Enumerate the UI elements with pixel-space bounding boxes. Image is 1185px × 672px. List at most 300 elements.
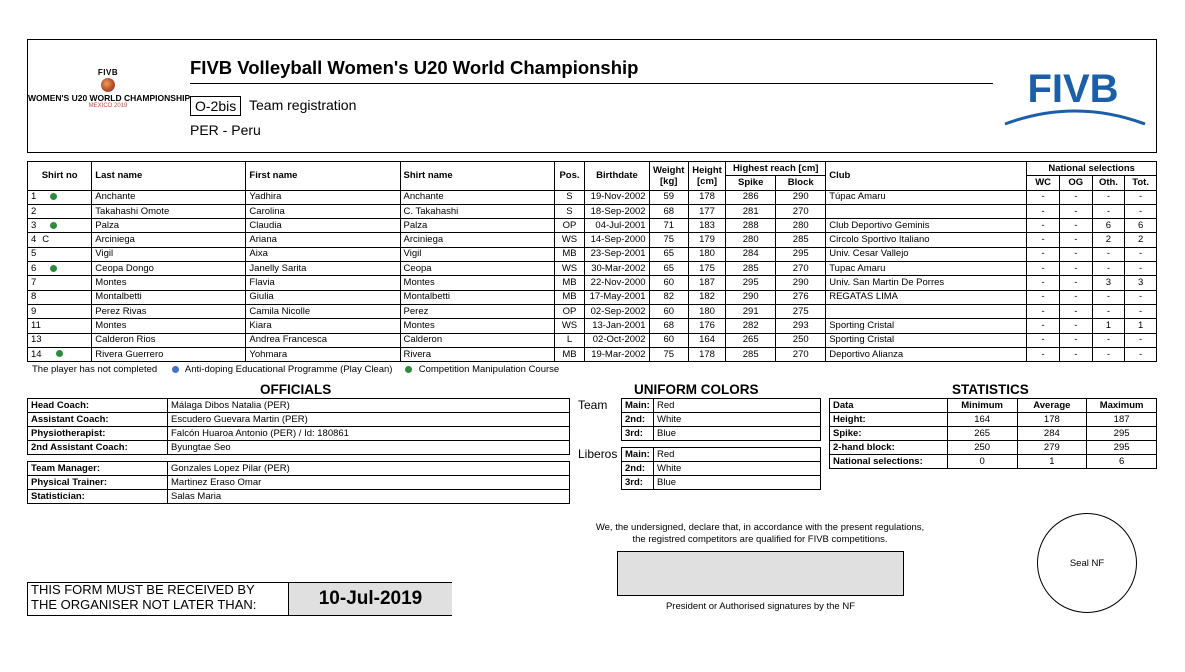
shirt-no: 8 bbox=[31, 291, 37, 303]
official-role: Physiotherapist: bbox=[28, 427, 168, 441]
event-logo-champ: WOMEN'S U20 WORLD CHAMPIONSHIP bbox=[28, 93, 191, 103]
stat-avg: 284 bbox=[1017, 427, 1087, 441]
table-row bbox=[28, 190, 1157, 204]
stat-min: 164 bbox=[947, 413, 1017, 427]
shirt-no: 14 bbox=[31, 348, 42, 360]
tot-cell: - bbox=[1125, 333, 1157, 347]
wc-cell: - bbox=[1027, 276, 1060, 290]
oth-cell: - bbox=[1092, 190, 1125, 204]
event-logo-place: MEXICO 2019 bbox=[88, 103, 128, 109]
uniform-title: UNIFORM COLORS bbox=[634, 382, 759, 397]
seal-area bbox=[1037, 513, 1137, 613]
wc-cell: - bbox=[1027, 247, 1060, 261]
manipulation-dot-icon bbox=[50, 265, 57, 272]
weight-cell: 60 bbox=[649, 304, 688, 318]
header-birthdate: Birthdate bbox=[585, 162, 649, 191]
tot-cell: - bbox=[1125, 262, 1157, 276]
block-cell: 270 bbox=[776, 262, 826, 276]
weight-cell: 65 bbox=[649, 247, 688, 261]
shirt-name-cell: Montes bbox=[400, 276, 554, 290]
birthdate-cell: 18-Sep-2002 bbox=[585, 204, 649, 218]
position-cell: MB bbox=[554, 276, 585, 290]
official-role: Team Manager: bbox=[28, 462, 168, 476]
og-cell: - bbox=[1059, 319, 1092, 333]
block-cell: 280 bbox=[776, 219, 826, 233]
block-cell: 290 bbox=[776, 276, 826, 290]
spike-cell: 280 bbox=[726, 233, 776, 247]
shirt-no: 13 bbox=[31, 334, 42, 346]
uniform-slot: 3rd: bbox=[622, 476, 654, 490]
shirt-no: 2 bbox=[31, 205, 37, 217]
uniform-slot: 2nd: bbox=[622, 462, 654, 476]
table-row bbox=[28, 333, 1157, 347]
shirt-no-cell bbox=[28, 247, 92, 261]
header-shirt-no: Shirt no bbox=[28, 162, 92, 191]
last-name-cell: Ceopa Dongo bbox=[92, 262, 246, 276]
oth-cell: 1 bbox=[1092, 319, 1125, 333]
block-cell: 295 bbox=[776, 247, 826, 261]
height-cell: 180 bbox=[688, 304, 725, 318]
height-cell: 175 bbox=[688, 262, 725, 276]
first-name-cell: Camila Nicolle bbox=[246, 304, 400, 318]
club-cell bbox=[826, 304, 1027, 318]
official-role: Physical Trainer: bbox=[28, 476, 168, 490]
uniform-slot: 3rd: bbox=[622, 427, 654, 441]
wc-cell: - bbox=[1027, 204, 1060, 218]
shirt-no: 6 bbox=[31, 262, 37, 274]
manipulation-dot-icon bbox=[405, 366, 412, 373]
stat-max: 295 bbox=[1087, 427, 1157, 441]
captain-mark: C bbox=[42, 234, 50, 246]
uniform-team-table bbox=[621, 398, 821, 441]
shirt-no: 1 bbox=[31, 191, 37, 203]
tot-cell: - bbox=[1125, 204, 1157, 218]
official-role: 2nd Assistant Coach: bbox=[28, 441, 168, 455]
wc-cell: - bbox=[1027, 219, 1060, 233]
uniform-slot: Main: bbox=[622, 399, 654, 413]
header-pos: Pos. bbox=[554, 162, 585, 191]
oth-cell: - bbox=[1092, 333, 1125, 347]
last-name-cell: Calderon Rios bbox=[92, 333, 246, 347]
manipulation-dot-icon bbox=[56, 350, 63, 357]
event-logo bbox=[28, 68, 191, 109]
height-cell: 176 bbox=[688, 319, 725, 333]
officials-table-1 bbox=[27, 398, 570, 455]
official-name: Byungtae Seo bbox=[168, 441, 570, 455]
table-row bbox=[28, 262, 1157, 276]
fivb-logo-icon bbox=[1000, 68, 1150, 128]
last-name-cell: Montalbetti bbox=[92, 290, 246, 304]
first-name-cell: Yohmara bbox=[246, 347, 400, 361]
stat-min: 0 bbox=[947, 455, 1017, 469]
og-cell: - bbox=[1059, 219, 1092, 233]
table-row bbox=[830, 455, 1157, 469]
wc-cell: - bbox=[1027, 347, 1060, 361]
spike-cell: 290 bbox=[726, 290, 776, 304]
anti-doping-dot-icon bbox=[172, 366, 179, 373]
wc-cell: - bbox=[1027, 190, 1060, 204]
official-role: Head Coach: bbox=[28, 399, 168, 413]
declaration-line-1: We, the undersigned, declare that, in accordance with the present regulations, bbox=[595, 522, 925, 533]
shirt-no-cell bbox=[28, 262, 92, 276]
statistics-table bbox=[829, 398, 1157, 469]
table-row bbox=[622, 448, 821, 462]
header-national: National selections bbox=[1027, 162, 1157, 176]
form-code: O-2bis bbox=[190, 96, 241, 116]
wc-cell: - bbox=[1027, 262, 1060, 276]
shirt-no-cell bbox=[28, 319, 92, 333]
last-name-cell: Arciniega bbox=[92, 233, 246, 247]
shirt-name-cell: Montes bbox=[400, 319, 554, 333]
table-row bbox=[28, 204, 1157, 218]
og-cell: - bbox=[1059, 347, 1092, 361]
first-name-cell: Yadhira bbox=[246, 190, 400, 204]
birthdate-cell: 19-Mar-2002 bbox=[585, 347, 649, 361]
officials-table-2 bbox=[27, 461, 570, 504]
table-row bbox=[830, 427, 1157, 441]
table-row bbox=[28, 247, 1157, 261]
og-cell: - bbox=[1059, 190, 1092, 204]
stats-header-avg: Average bbox=[1017, 399, 1087, 413]
height-cell: 187 bbox=[688, 276, 725, 290]
legend-anti-doping: Anti-doping Educational Programme (Play Clean) bbox=[184, 364, 393, 375]
page-title: FIVB Volleyball Women's U20 World Championship bbox=[190, 57, 639, 78]
header-block: Block bbox=[776, 176, 826, 190]
header-spike: Spike bbox=[726, 176, 776, 190]
weight-cell: 65 bbox=[649, 262, 688, 276]
last-name-cell: Montes bbox=[92, 319, 246, 333]
header-shirt-name: Shirt name bbox=[400, 162, 554, 191]
tot-cell: 1 bbox=[1125, 319, 1157, 333]
header-height: Height [cm] bbox=[688, 162, 725, 191]
oth-cell: 6 bbox=[1092, 219, 1125, 233]
shirt-name-cell: Montalbetti bbox=[400, 290, 554, 304]
legend-not-completed: The player has not completed bbox=[32, 364, 158, 375]
signature-label: President or Authorised signatures by the NF bbox=[665, 601, 856, 612]
stat-label: Spike: bbox=[830, 427, 948, 441]
official-name: Falcón Huaroa Antonio (PER) / Id: 180861 bbox=[168, 427, 570, 441]
stat-min: 250 bbox=[947, 441, 1017, 455]
first-name-cell: Andrea Francesca bbox=[246, 333, 400, 347]
first-name-cell: Carolina bbox=[246, 204, 400, 218]
stat-avg: 1 bbox=[1017, 455, 1087, 469]
position-cell: MB bbox=[554, 247, 585, 261]
tot-cell: - bbox=[1125, 290, 1157, 304]
stat-label: National selections: bbox=[830, 455, 948, 469]
birthdate-cell: 22-Nov-2000 bbox=[585, 276, 649, 290]
block-cell: 293 bbox=[776, 319, 826, 333]
uniform-slot: Main: bbox=[622, 448, 654, 462]
official-role: Assistant Coach: bbox=[28, 413, 168, 427]
club-cell: Túpac Amaru bbox=[826, 190, 1027, 204]
first-name-cell: Claudia bbox=[246, 219, 400, 233]
block-cell: 285 bbox=[776, 233, 826, 247]
spike-cell: 284 bbox=[726, 247, 776, 261]
header-first-name: First name bbox=[246, 162, 400, 191]
spike-cell: 295 bbox=[726, 276, 776, 290]
shirt-no: 3 bbox=[31, 219, 37, 231]
table-row bbox=[28, 219, 1157, 233]
og-cell: - bbox=[1059, 290, 1092, 304]
club-cell: Sporting Cristal bbox=[826, 319, 1027, 333]
position-cell: OP bbox=[554, 219, 585, 233]
legend bbox=[32, 364, 563, 375]
weight-cell: 68 bbox=[649, 204, 688, 218]
shirt-no-cell bbox=[28, 347, 92, 361]
uniform-color: Red bbox=[654, 448, 821, 462]
height-cell: 177 bbox=[688, 204, 725, 218]
weight-cell: 75 bbox=[649, 347, 688, 361]
stats-header-data: Data bbox=[830, 399, 948, 413]
deadline-date: 10-Jul-2019 bbox=[288, 583, 452, 615]
club-cell: Sporting Cristal bbox=[826, 333, 1027, 347]
shirt-no: 7 bbox=[31, 277, 37, 289]
club-cell: Circolo Sportivo Italiano bbox=[826, 233, 1027, 247]
stat-avg: 279 bbox=[1017, 441, 1087, 455]
shirt-no: 9 bbox=[31, 305, 37, 317]
position-cell: OP bbox=[554, 304, 585, 318]
weight-cell: 82 bbox=[649, 290, 688, 304]
shirt-name-cell: Ceopa bbox=[400, 262, 554, 276]
shirt-name-cell: Palza bbox=[400, 219, 554, 233]
tot-cell: 3 bbox=[1125, 276, 1157, 290]
table-row bbox=[622, 476, 821, 490]
height-cell: 164 bbox=[688, 333, 725, 347]
weight-cell: 71 bbox=[649, 219, 688, 233]
oth-cell: - bbox=[1092, 247, 1125, 261]
shirt-no-cell bbox=[28, 233, 92, 247]
block-cell: 270 bbox=[776, 204, 826, 218]
club-cell bbox=[826, 204, 1027, 218]
table-row bbox=[28, 276, 1157, 290]
official-name: Gonzales Lopez Pilar (PER) bbox=[168, 462, 570, 476]
og-cell: - bbox=[1059, 233, 1092, 247]
last-name-cell: Perez Rivas bbox=[92, 304, 246, 318]
spike-cell: 285 bbox=[726, 262, 776, 276]
stat-label: 2-hand block: bbox=[830, 441, 948, 455]
header-wc: WC bbox=[1027, 176, 1060, 190]
uniform-color: White bbox=[654, 413, 821, 427]
legend-manipulation: Competition Manipulation Course bbox=[418, 364, 560, 375]
og-cell: - bbox=[1059, 247, 1092, 261]
weight-cell: 59 bbox=[649, 190, 688, 204]
og-cell: - bbox=[1059, 333, 1092, 347]
club-cell: Univ. San Martin De Porres bbox=[826, 276, 1027, 290]
header-last-name: Last name bbox=[92, 162, 246, 191]
spike-cell: 285 bbox=[726, 347, 776, 361]
wc-cell: - bbox=[1027, 304, 1060, 318]
stats-header-min: Minimum bbox=[947, 399, 1017, 413]
birthdate-cell: 13-Jan-2001 bbox=[585, 319, 649, 333]
shirt-name-cell: C. Takahashi bbox=[400, 204, 554, 218]
position-cell: S bbox=[554, 190, 585, 204]
spike-cell: 286 bbox=[726, 190, 776, 204]
table-row bbox=[622, 462, 821, 476]
club-cell: Deportivo Alianza bbox=[826, 347, 1027, 361]
table-row bbox=[28, 476, 570, 490]
table-row bbox=[28, 290, 1157, 304]
club-cell: Univ. Cesar Vallejo bbox=[826, 247, 1027, 261]
table-row bbox=[28, 413, 570, 427]
spike-cell: 265 bbox=[726, 333, 776, 347]
oth-cell: - bbox=[1092, 290, 1125, 304]
shirt-name-cell: Perez bbox=[400, 304, 554, 318]
uniform-liberos-label: Liberos bbox=[578, 447, 618, 461]
table-row bbox=[28, 462, 570, 476]
shirt-no-cell bbox=[28, 333, 92, 347]
last-name-cell: Palza bbox=[92, 219, 246, 233]
table-row bbox=[622, 413, 821, 427]
shirt-name-cell: Calderon bbox=[400, 333, 554, 347]
first-name-cell: Aixa bbox=[246, 247, 400, 261]
event-logo-fivb: FIVB bbox=[97, 68, 119, 77]
shirt-no-cell bbox=[28, 276, 92, 290]
og-cell: - bbox=[1059, 262, 1092, 276]
uniform-liberos-table bbox=[621, 447, 821, 490]
spike-cell: 288 bbox=[726, 219, 776, 233]
birthdate-cell: 02-Sep-2002 bbox=[585, 304, 649, 318]
shirt-no-cell bbox=[28, 219, 92, 233]
first-name-cell: Janelly Sarita bbox=[246, 262, 400, 276]
table-row bbox=[830, 413, 1157, 427]
oth-cell: - bbox=[1092, 304, 1125, 318]
official-name: Escudero Guevara Martin (PER) bbox=[168, 413, 570, 427]
table-row bbox=[28, 319, 1157, 333]
uniform-color: White bbox=[654, 462, 821, 476]
header-club: Club bbox=[826, 162, 1027, 191]
official-name: Martinez Eraso Omar bbox=[168, 476, 570, 490]
table-row bbox=[622, 399, 821, 413]
stat-label: Height: bbox=[830, 413, 948, 427]
weight-cell: 68 bbox=[649, 319, 688, 333]
shirt-no: 4 bbox=[31, 234, 37, 246]
shirt-no-cell bbox=[28, 204, 92, 218]
shirt-name-cell: Arciniega bbox=[400, 233, 554, 247]
spike-cell: 282 bbox=[726, 319, 776, 333]
signature-field[interactable] bbox=[617, 551, 904, 596]
position-cell: WS bbox=[554, 233, 585, 247]
manipulation-dot-icon bbox=[50, 222, 57, 229]
uniform-color: Blue bbox=[654, 427, 821, 441]
shirt-no-cell bbox=[28, 304, 92, 318]
last-name-cell: Takahashi Omote bbox=[92, 204, 246, 218]
table-row bbox=[28, 233, 1157, 247]
wc-cell: - bbox=[1027, 319, 1060, 333]
table-row bbox=[28, 347, 1157, 361]
tot-cell: 2 bbox=[1125, 233, 1157, 247]
last-name-cell: Vigil bbox=[92, 247, 246, 261]
table-row bbox=[28, 490, 570, 504]
official-role: Statistician: bbox=[28, 490, 168, 504]
oth-cell: 3 bbox=[1092, 276, 1125, 290]
uniform-color: Blue bbox=[654, 476, 821, 490]
stat-max: 6 bbox=[1087, 455, 1157, 469]
block-cell: 290 bbox=[776, 190, 826, 204]
block-cell: 270 bbox=[776, 347, 826, 361]
wc-cell: - bbox=[1027, 333, 1060, 347]
height-cell: 183 bbox=[688, 219, 725, 233]
height-cell: 180 bbox=[688, 247, 725, 261]
spike-cell: 291 bbox=[726, 304, 776, 318]
manipulation-dot-icon bbox=[50, 193, 57, 200]
birthdate-cell: 04-Jul-2001 bbox=[585, 219, 649, 233]
shirt-name-cell: Vigil bbox=[400, 247, 554, 261]
height-cell: 179 bbox=[688, 233, 725, 247]
club-cell: Tupac Amaru bbox=[826, 262, 1027, 276]
last-name-cell: Montes bbox=[92, 276, 246, 290]
position-cell: MB bbox=[554, 290, 585, 304]
header-weight: Weight [kg] bbox=[649, 162, 688, 191]
statistics-title: STATISTICS bbox=[952, 382, 1029, 397]
team-name: PER - Peru bbox=[190, 122, 261, 138]
uniform-slot: 2nd: bbox=[622, 413, 654, 427]
birthdate-cell: 30-Mar-2002 bbox=[585, 262, 649, 276]
first-name-cell: Flavia bbox=[246, 276, 400, 290]
table-row bbox=[28, 304, 1157, 318]
tot-cell: - bbox=[1125, 190, 1157, 204]
declaration bbox=[560, 522, 960, 546]
position-cell: MB bbox=[554, 347, 585, 361]
birthdate-cell: 17-May-2001 bbox=[585, 290, 649, 304]
oth-cell: - bbox=[1092, 262, 1125, 276]
og-cell: - bbox=[1059, 204, 1092, 218]
shirt-no-cell bbox=[28, 190, 92, 204]
shirt-no: 5 bbox=[31, 248, 37, 260]
stat-max: 295 bbox=[1087, 441, 1157, 455]
weight-cell: 60 bbox=[649, 333, 688, 347]
table-row bbox=[28, 427, 570, 441]
shirt-no: 11 bbox=[31, 319, 41, 331]
stat-max: 187 bbox=[1087, 413, 1157, 427]
uniform-color: Red bbox=[654, 399, 821, 413]
club-cell: REGATAS LIMA bbox=[826, 290, 1027, 304]
shirt-no-cell bbox=[28, 290, 92, 304]
birthdate-cell: 19-Nov-2002 bbox=[585, 190, 649, 204]
first-name-cell: Giulia bbox=[246, 290, 400, 304]
fivb-logo-text: FIVB bbox=[1027, 68, 1119, 111]
official-name: Málaga Dibos Natalia (PER) bbox=[168, 399, 570, 413]
oth-cell: - bbox=[1092, 347, 1125, 361]
header-tot: Tot. bbox=[1125, 176, 1157, 190]
height-cell: 178 bbox=[688, 190, 725, 204]
stat-min: 265 bbox=[947, 427, 1017, 441]
volleyball-icon bbox=[101, 78, 115, 92]
tot-cell: - bbox=[1125, 304, 1157, 318]
block-cell: 275 bbox=[776, 304, 826, 318]
position-cell: L bbox=[554, 333, 585, 347]
table-row bbox=[28, 399, 570, 413]
header-og: OG bbox=[1059, 176, 1092, 190]
weight-cell: 60 bbox=[649, 276, 688, 290]
tot-cell: - bbox=[1125, 247, 1157, 261]
roster-table bbox=[27, 161, 1157, 362]
birthdate-cell: 14-Sep-2000 bbox=[585, 233, 649, 247]
last-name-cell: Rivera Guerrero bbox=[92, 347, 246, 361]
last-name-cell: Anchante bbox=[92, 190, 246, 204]
birthdate-cell: 02-Oct-2002 bbox=[585, 333, 649, 347]
first-name-cell: Kiara bbox=[246, 319, 400, 333]
seal-label: Seal NF bbox=[1069, 558, 1105, 569]
club-cell: Club Deportivo Geminis bbox=[826, 219, 1027, 233]
table-row bbox=[830, 441, 1157, 455]
block-cell: 276 bbox=[776, 290, 826, 304]
declaration-line-2: the registred competitors are qualified for FIVB competitions. bbox=[632, 534, 888, 545]
oth-cell: 2 bbox=[1092, 233, 1125, 247]
spike-cell: 281 bbox=[726, 204, 776, 218]
officials-title: OFFICIALS bbox=[260, 382, 332, 397]
form-name: Team registration bbox=[249, 97, 357, 113]
table-row bbox=[28, 441, 570, 455]
